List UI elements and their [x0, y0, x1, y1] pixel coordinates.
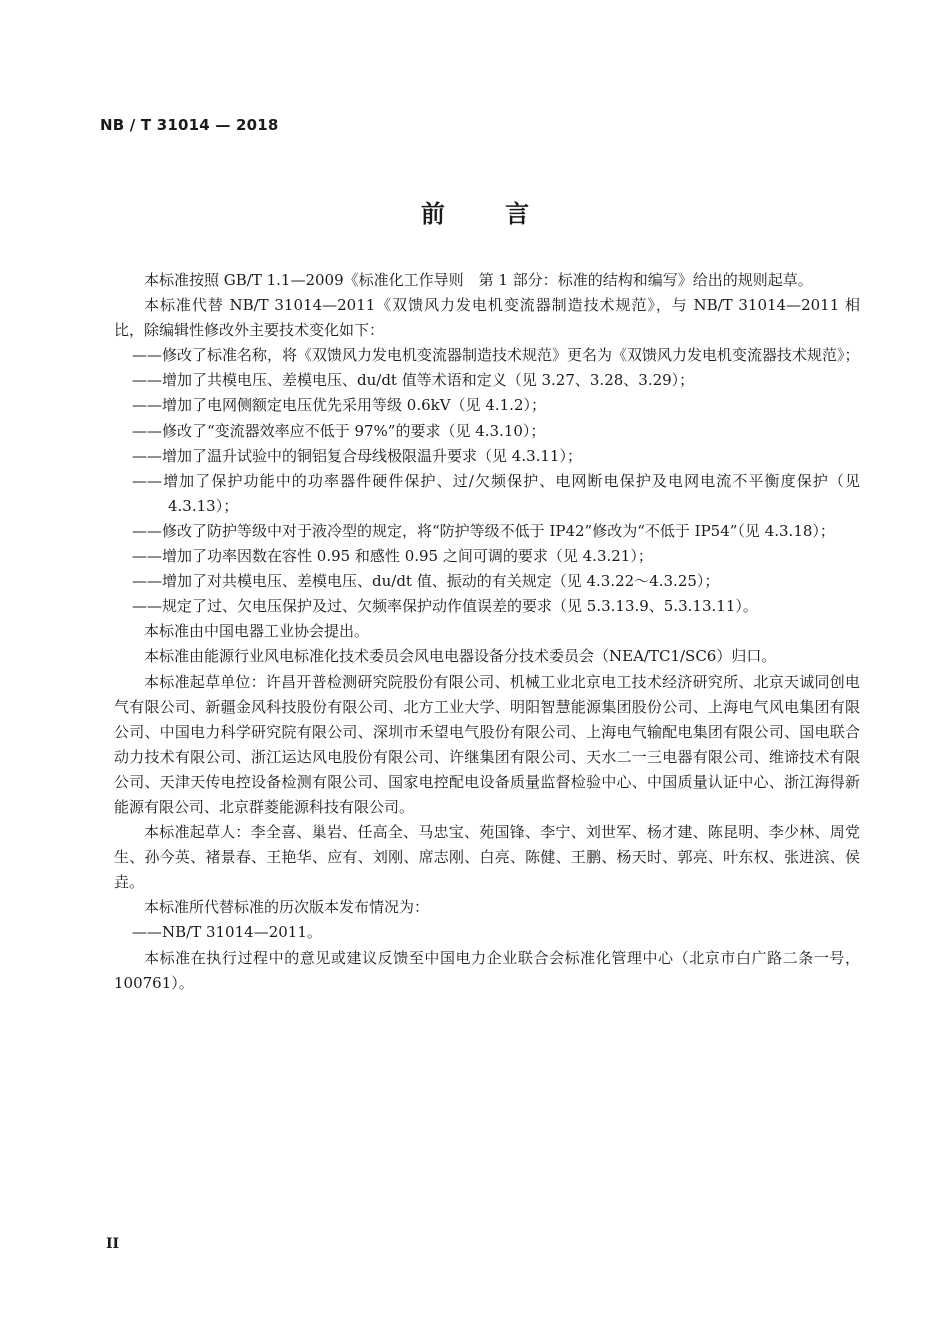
change-item: ——增加了电网侧额定电压优先采用等级 0.6kV（见 4.1.2）；	[132, 396, 546, 415]
paragraph-drafting-rules: 本标准按照 GB/T 1.1—2009《标准化工作导则 第 1 部分：标准的结构和编写》给出的规则起草。	[144, 271, 813, 289]
change-item: ——增加了温升试验中的铜铝复合母线极限温升要求（见 4.3.11）；	[132, 446, 582, 465]
paragraph-committee: 本标准由能源行业风电标准化技术委员会风电电器设备分技术委员会（NEA/TC1/SC6）归口。	[144, 647, 777, 666]
foreword-body	[114, 268, 860, 996]
change-item: ——增加了保护功能中的功率器件硬件保护、过/欠频保护、电网断电保护及电网电流不平衡度保护（见 4.3.13）；	[132, 471, 860, 515]
change-item: ——修改了防护等级中对于液冷型的规定，将“防护等级不低于 IP42”修改为“不低于 IP54”（见 4.3.18）；	[132, 521, 835, 540]
change-item: ——修改了标准名称，将《双馈风力发电机变流器制造技术规范》更名为《双馈风力发电机变流器技术规范》；	[132, 346, 860, 365]
change-item: ——规定了过、欠电压保护及过、欠频率保护动作值误差的要求（见 5.3.13.9、5.3.13.11）。	[132, 597, 758, 616]
paragraph-proposer: 本标准由中国电器工业协会提出。	[144, 622, 370, 641]
paragraph-feedback: 本标准在执行过程中的意见或建议反馈至中国电力企业联合会标准化管理中心（北京市白广路二条一号，100761）。	[114, 948, 860, 992]
change-item: ——增加了共模电压、差模电压、du/dt 值等术语和定义（见 3.27、3.28、3.29）；	[132, 371, 695, 390]
paragraph-drafting-units: 本标准起草单位：许昌开普检测研究院股份有限公司、机械工业北京电工技术经济研究所、北京天诚同创电气有限公司、新疆金风科技股份有限公司、北方工业大学、明阳智慧能源集团股份公司、上海电气风电集团有限公司、中国电力科学研究院有限公司、深圳市禾望电气股份有限公司、上海电气输配电集团有限公司、国电联合动力技术有限公司、浙江运达风电股份有限公司、许继集团有限公司、天水二一三电器有限公司、维谛技术有限公司、天津天传电控设备检测有限公司、国家电控配电设备质量监督检验中心、中国质量认证中心、浙江海得新能源有限公司、北京群菱能源科技有限公司。	[114, 672, 860, 816]
change-item: ——增加了功率因数在容性 0.95 和感性 0.95 之间可调的要求（见 4.3.21）；	[132, 547, 653, 566]
paragraph-replacement: 本标准代替 NB/T 31014—2011《双馈风力发电机变流器制造技术规范》，与 NB/T 31014—2011 相比，除编辑性修改外主要技术变化如下：	[114, 296, 860, 340]
change-item: ——修改了“变流器效率应不低于 97%”的要求（见 4.3.10）；	[132, 421, 546, 440]
standard-code-header: NB / T 31014 — 2018	[100, 116, 279, 134]
page-number: II	[106, 1236, 120, 1252]
history-item: ——NB/T 31014—2011。	[132, 923, 322, 942]
change-item: ——增加了对共模电压、差模电压、du/dt 值、振动的有关规定（见 4.3.22～4.3.25）；	[132, 572, 720, 591]
paragraph-drafters: 本标准起草人：李全喜、巢岩、任高全、马忠宝、苑国锋、李宁、刘世军、杨才建、陈昆明、李少林、周党生、孙今英、褚景春、王艳华、应有、刘刚、席志刚、白亮、陈健、王鹏、杨天时、郭亮、叶东权、张进滨、侯垚。	[114, 823, 860, 892]
page-title: 前 言	[420, 200, 556, 228]
paragraph-history-intro: 本标准所代替标准的历次版本发布情况为：	[144, 898, 430, 917]
